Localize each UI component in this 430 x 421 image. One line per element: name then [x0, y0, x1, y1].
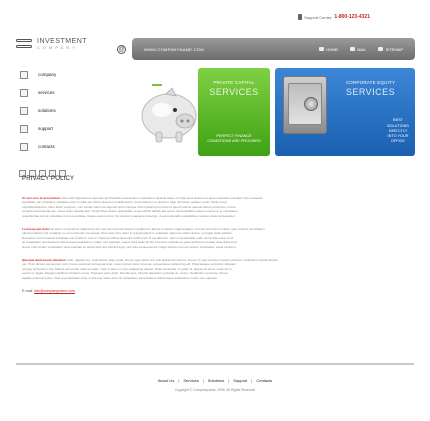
- paragraph-lead: Quisque diam lorem interdum: [22, 258, 66, 263]
- mail-icon: [350, 47, 355, 51]
- banner-big-text: SERVICES: [209, 87, 259, 97]
- site-url[interactable]: WWW.COMPANYNAME.COM: [144, 46, 204, 52]
- sidebar-item-label: services: [38, 90, 55, 95]
- top-bar: [132, 38, 415, 60]
- paragraph-line: expedita distinctio. Nam libero tempore, cum soluta nobis est eligendi optio cumque nihil impedit quo minus id quod maxime placeat facere possimus, omnis: [22, 204, 236, 209]
- piggy-bank-icon: [138, 76, 200, 148]
- sidebar-item-services[interactable]: [20, 88, 70, 97]
- paragraph-lead: At vero eos et accusamus: [22, 196, 61, 200]
- sidebar-item-label: contacts: [38, 144, 55, 149]
- paragraph-3: [22, 258, 404, 280]
- support-center: [298, 14, 370, 20]
- support-label: Support Center:: [304, 14, 333, 20]
- paragraph-1: [22, 196, 404, 218]
- home-icon: [319, 47, 324, 51]
- phone-icon: [298, 14, 302, 20]
- paragraph-line: sagittis euismod purus. Sed ut perspiciatis unde omnis iste natus error sit voluptatem accusantium doloremque laudantium, totam rem aperiam.: [22, 275, 219, 280]
- support-phone[interactable]: 1-800-123-4321: [334, 14, 370, 20]
- sidebar-item-label: support: [38, 126, 54, 131]
- footer-separator: |: [178, 378, 180, 383]
- mail-link[interactable]: [350, 47, 366, 52]
- paragraph-line: voluptas assumenda est, omnis dolor repellendus. Temporibus autem quibusdam et aut officiis debitis aut rerum necessitatibus saepe eveniet ut et voluptates: [22, 209, 238, 214]
- paragraph-line: sit amet, consectetur adipisicing elit, sed do eiusmod tempor incididunt ut labore et dolore magna aliqua. Ut enim ad minim veniam, quis nostrud exercitation: [50, 227, 265, 232]
- footer-link-solutions[interactable]: Solutions: [207, 378, 225, 383]
- paragraph-line: vitae, dapibus ac, scelerisque vitae, pede. Donec eget tellus non erat lacinia fermentum. Donec in velit vel ipsum auctor pulvinar. Vestibulum iaculis lacinia: [66, 258, 278, 263]
- at-sign-icon[interactable]: @: [118, 46, 125, 53]
- sitemap-link[interactable]: [378, 47, 403, 52]
- company-logo[interactable]: [16, 38, 87, 50]
- footer-separator: |: [251, 378, 253, 383]
- square-box-icon: [20, 71, 28, 79]
- paragraph-lead: Lorem ipsum dolor: [22, 227, 51, 232]
- banner-caption-2: CONDITIONS ARE PROVIDED: [207, 138, 261, 143]
- sidebar-item-company[interactable]: [20, 70, 70, 79]
- corporate-equity-banner[interactable]: [275, 68, 415, 156]
- banner-big-text: SERVICES: [345, 87, 396, 97]
- paragraph-line: Excepteur sint occaecat cupidatat non proident, sunt in culpa qui officia deserunt mollit anim id est laborum. Sed ut perspiciatis unde omnis iste natus error: [22, 235, 234, 240]
- paragraph-line: congue fermentum nisl. Mauris accumsan nulla vel diam. Sed in lacus ut enim adipiscing aliquet. Nulla venenatis. In pede mi, aliquet sit amet, euismod in,: [22, 266, 233, 271]
- sidebar-item-solutions[interactable]: [20, 106, 70, 115]
- home-link-label: HOME: [326, 46, 339, 52]
- sitemap-icon: [378, 47, 383, 51]
- sitemap-link-label: SITEMAP: [385, 46, 403, 52]
- safe-icon: [283, 76, 327, 134]
- footer-separator: |: [202, 378, 204, 383]
- page-title: PRIVACY POLICY: [22, 176, 75, 182]
- banner-caption-1: PERFECT FINANCE: [216, 133, 252, 138]
- copyright: Copyright © Companyname, 2006. All Rights Reserved: [174, 388, 256, 392]
- banner-title: CORPORATE EQUITY: [345, 80, 396, 85]
- footer-link-about[interactable]: About Us: [157, 378, 175, 383]
- footer-separator: |: [228, 378, 230, 383]
- sidebar-item-contacts[interactable]: [20, 142, 70, 151]
- paragraph-line: cupiditate non provident, similique sunt in culpa qui officia deserunt mollitia animi, id est laborum et dolorum fuga. Et harum quidem rerum facilis est et: [22, 200, 228, 205]
- square-box-icon: [20, 89, 28, 97]
- paragraph-line: Nemo enim ipsam voluptatem quia voluptas sit aspernatur aut odit aut fugit, sed quia consequuntur magni dolores eos qui ratione voluptatem sequi nesciunt.: [22, 244, 237, 249]
- logo-mark-icon: [16, 39, 32, 49]
- banner-caption-2: DIRECTLY INTO YOUR OFFICE: [387, 128, 409, 143]
- footer-link-services[interactable]: Services: [183, 378, 199, 383]
- sidebar-item-support[interactable]: [20, 124, 70, 133]
- footer-link-support[interactable]: Support: [233, 378, 248, 383]
- sidebar-nav: [20, 70, 70, 160]
- square-box-icon: [20, 143, 28, 151]
- footer-nav: [0, 378, 430, 383]
- paragraph-line: auctor ut, ligula. Aliquam dapibus tincidunt metus. Praesent justo dolor, lobortis quis, lobortis dignissim, pulvinar ac, lorem. Vestibulum sed ante. Donec: [22, 271, 229, 276]
- main-content: [22, 176, 412, 293]
- logo-title: INVESTMENT: [37, 38, 88, 45]
- paragraph-line: repudiandae sint et molestiae non recusandae. Itaque earum rerum hic tenetur a sapiente delectus, ut aut reiciendis voluptatibus maiores alias consequatur.: [22, 213, 236, 218]
- banner-caption-1: BEST SOLUTIONS: [387, 118, 409, 128]
- private-capital-banner[interactable]: [198, 68, 270, 156]
- square-box-icon: [20, 107, 28, 115]
- sidebar-item-label: company: [38, 72, 57, 77]
- footer-link-contacts[interactable]: Contacts: [256, 378, 273, 383]
- mail-link-label: MAIL: [357, 46, 367, 52]
- square-box-icon: [20, 125, 28, 133]
- paragraph-line: est. Proin dictum elementum velit. Fusce euismod consequat ante. Lorem ipsum dolor sit amet, consectetuer adipiscing elit. Pellentesque sed dolor. Aliquam: [22, 262, 236, 267]
- banner-title: PRIVATE CAPITAL: [213, 80, 255, 85]
- footer-divider: [16, 363, 414, 365]
- email-label: E-mail:: [22, 289, 34, 294]
- logo-subtitle: COMPANY: [37, 45, 78, 50]
- paragraph-line: iusto odio dignissimos ducimus qui blanditiis praesentium voluptatum deleniti atque corrupti quos dolores et quas molestias excepturi sint occaecati: [61, 196, 263, 200]
- email-row: [22, 289, 412, 293]
- paragraph-line: sit voluptatem accusantium doloremque laudantium, totam rem aperiam, eaque ipsa quae ab illo inventore veritatis et quasi architecto beatae vitae dicta sunt.: [22, 240, 238, 245]
- home-link[interactable]: [319, 47, 338, 52]
- paragraph-line: ullamco laboris nisi ut aliquip ex ea commodo consequat. Duis aute irure dolor in reprehenderit in voluptate velit esse cillum dolore eu fugiat nulla pariatur.: [22, 231, 233, 236]
- sidebar-item-label: solutions: [38, 108, 56, 113]
- paragraph-2: [22, 227, 404, 249]
- email-link[interactable]: info@companyname.com: [34, 289, 75, 294]
